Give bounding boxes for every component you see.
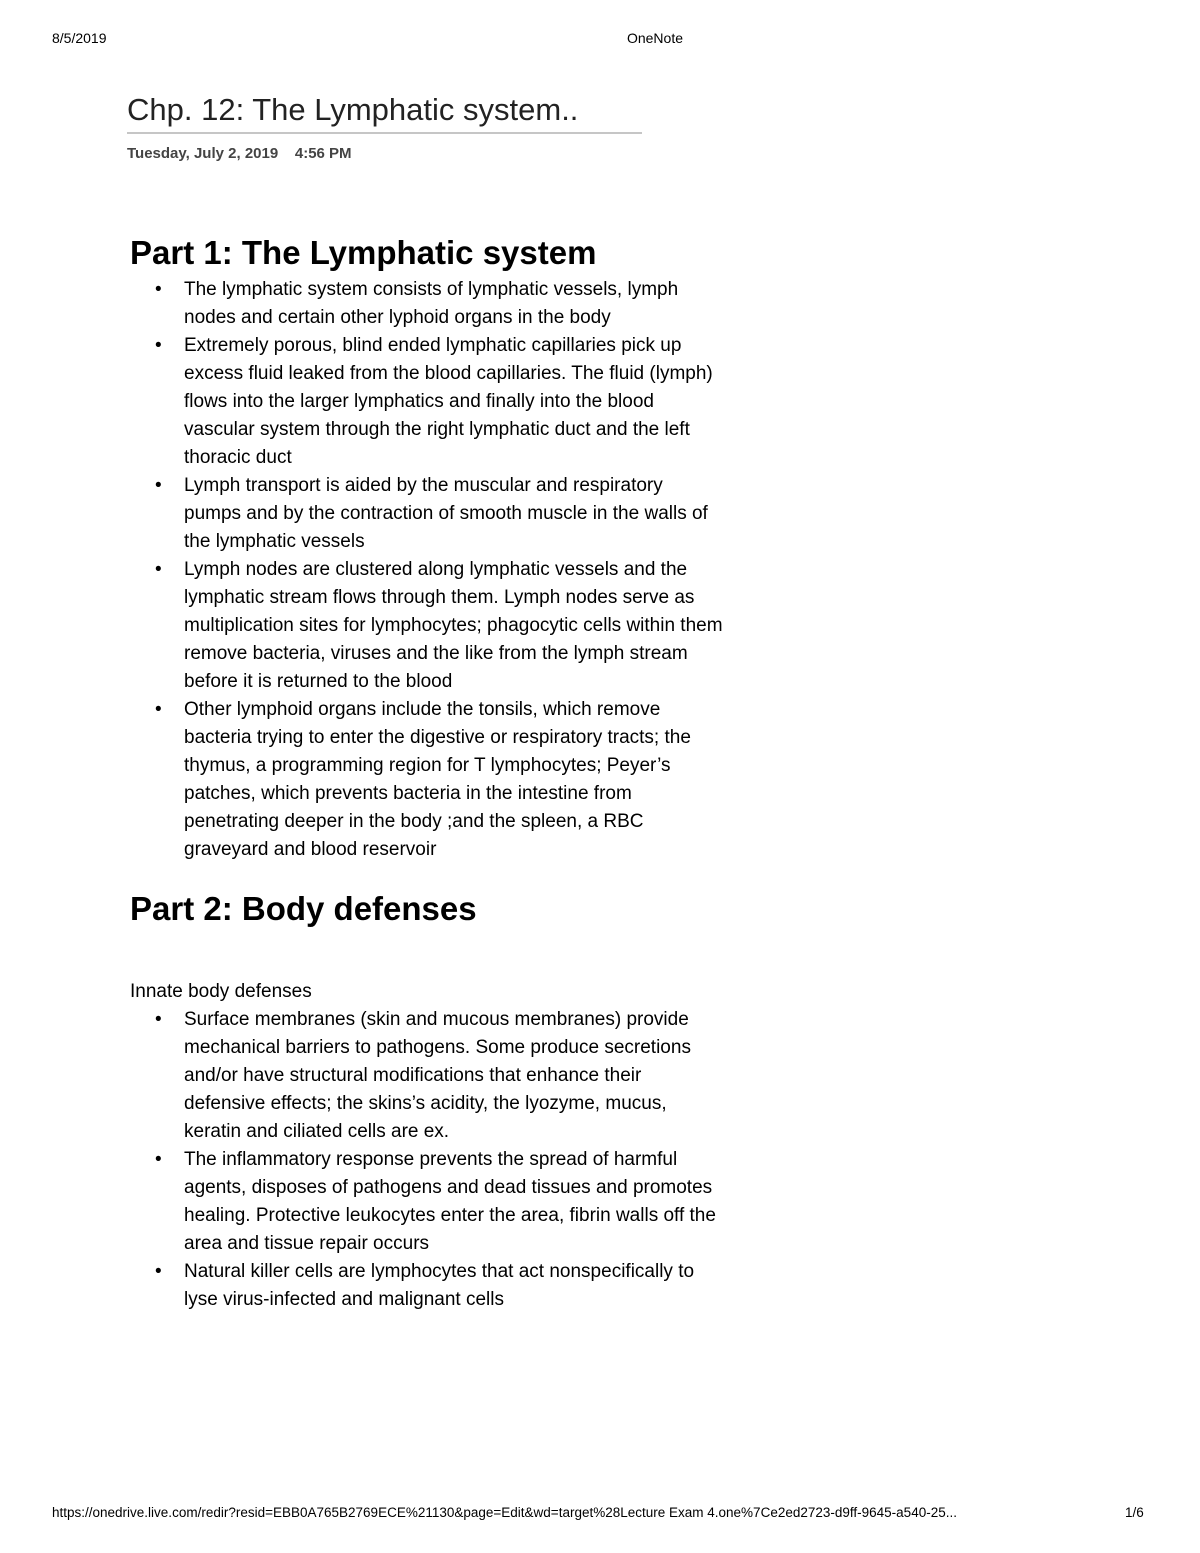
- print-footer: [0, 1505, 1200, 1523]
- page-content: [130, 230, 730, 1314]
- list-item: • Lymph nodes are clustered along lymphatic vessels and the lymphatic stream flows through them. Lymph nodes serve as multiplication sites for lymphocytes; phagocytic cells within them remove bacteria, viruses and the like from the lymph stream before it is returned to the blood: [184, 556, 724, 696]
- footer-url: https://onedrive.live.com/redir?resid=EBB0A765B2769ECE%21130&page=Edit&wd=target%28Lecture Exam 4.one%7Ce2ed2723-d9ff-9645-a540-25...: [52, 1505, 957, 1520]
- section-heading-part2: Part 2: Body defenses: [130, 890, 477, 927]
- print-app-name: OneNote: [626, 30, 684, 46]
- list-item: • Extremely porous, blind ended lymphatic capillaries pick up excess fluid leaked from the blood capillaries. The fluid (lymph) flows into the larger lymphatics and finally into the blood vascular system through the right lymphatic duct and the left thoracic duct: [184, 332, 724, 472]
- part1-bullet-list: [130, 276, 730, 864]
- page-timestamp: Tuesday, July 2, 2019 4:56 PM: [127, 145, 352, 162]
- print-date: 8/5/2019: [52, 30, 107, 46]
- footer-page-number: 1/6: [1125, 1505, 1144, 1520]
- list-item: • Lymph transport is aided by the muscular and respiratory pumps and by the contraction of smooth muscle in the walls of the lymphatic vessels: [184, 472, 724, 556]
- list-item: • The lymphatic system consists of lymphatic vessels, lymph nodes and certain other lyphoid organs in the body: [184, 276, 724, 332]
- list-item: • Natural killer cells are lymphocytes that act nonspecifically to lyse virus-infected and malignant cells: [184, 1258, 724, 1314]
- list-item: • The inflammatory response prevents the spread of harmful agents, disposes of pathogens and dead tissues and promotes healing. Protective leukocytes enter the area, fibrin walls off the area and tissue repair occurs: [184, 1146, 724, 1258]
- list-item: • Surface membranes (skin and mucous membranes) provide mechanical barriers to pathogens. Some produce secretions and/or have structural modifications that enhance their defensive effects; the skins’s acidity, the lyozyme, mucus, keratin and ciliated cells are ex.: [184, 1006, 724, 1146]
- section-heading-part1: Part 1: The Lymphatic system: [130, 234, 597, 271]
- print-header: [0, 30, 1200, 48]
- list-item: • Other lymphoid organs include the tonsils, which remove bacteria trying to enter the digestive or respiratory tracts; the thymus, a programming region for T lymphocytes; Peyer’s patches, which prevents bacteria in the intestine from penetrating deeper in the body ;and the spleen, a RBC graveyard and blood reservoir: [184, 696, 724, 864]
- page-title: Chp. 12: The Lymphatic system..: [127, 88, 642, 134]
- subheading-innate-defenses: Innate body defenses: [130, 981, 312, 1002]
- part2-bullet-list: [130, 1006, 730, 1314]
